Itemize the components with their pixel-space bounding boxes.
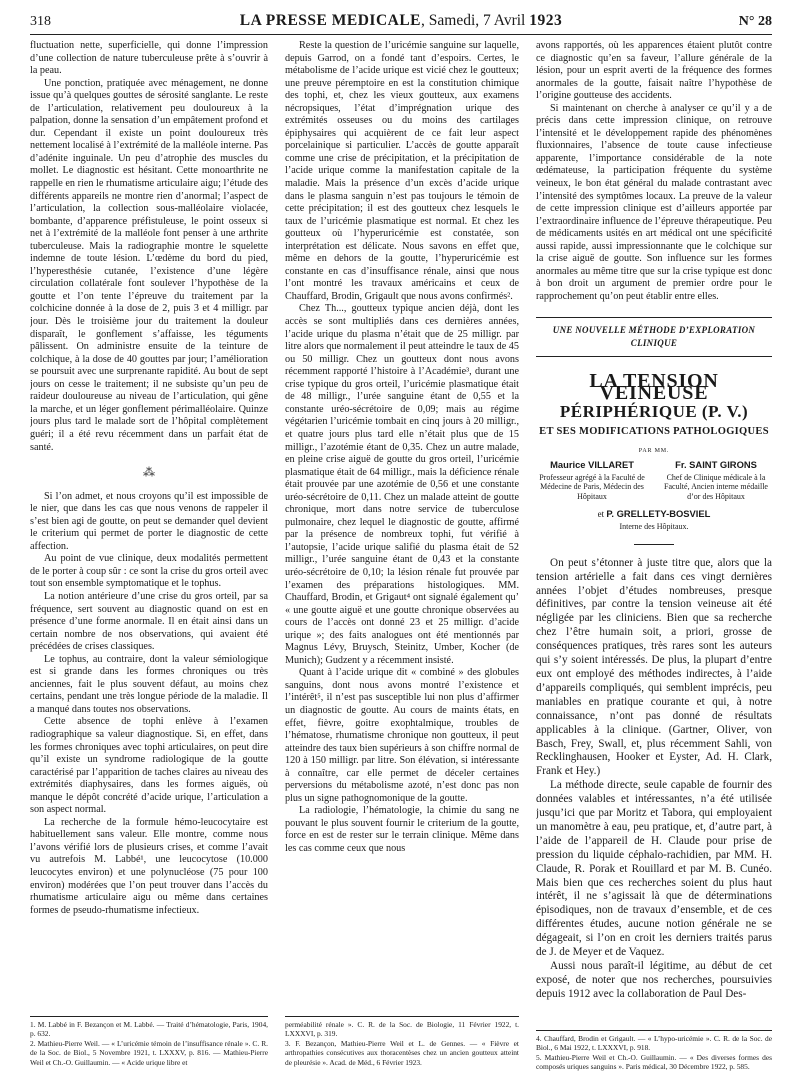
article-title: LA TENSION VEINEUSE (589, 369, 719, 405)
paragraph: Si l’on admet, et nous croyons qu’il est impossible de le nier, que dans les cas que nous venons de rappeler il s’est bien agi de goutte, on peut se demander quel devient le criterium qui permet de porter le diagnostic de cette affection. (30, 490, 268, 552)
paragraph: La notion antérieure d’une crise du gros orteil, par sa fréquence, sert souvent au diagnostic quand on est en présence d’une forme anormale. Il en était ainsi dans un certain nombre de nos observations, qui avaient été précédées de crises classiques. (30, 590, 268, 653)
paragraph: Chez Th..., goutteux typique ancien déjà, dont les accès se sont multipliés dans ces dernières années, l’acide urique du plasma n’était que de 25 milligr. par litre alors que normalement il peut atteindre le taux de 45 ou 50 milligr. Chez un goutteux dont nous avons récemment rapporté l’histoire à l’Académie³, durant une crise typique du gros orteil, l’uricémie plasmatique était de 48 milligr., l’urée sanguine étant de 0,55 et la constante uréo-sécrétoire de 0,09; mais au régime végétarien l’uricémie tombait en cinq jours à 20 milligr., et quatre jours plus tard elle n’était plus que de 15 milligr., l’azotémie étant de 0,35. Chez un autre malade, en pleine crise aiguë de goutte du gros orteil, l’uricémie plasmatique était de 64 milligr., mais la déficience rénale était prouvée par une azotémie de 0,56 et une constante uréo-sécrétoire de 0,11. Chez un malade atteint de goutte chronique, mort dans notre service de tuberculose pulmonaire, chez lequel le diagnostic de goutte, affirmé par la présence de nombreux tophi, fut vérifié à l’autopsie, l’acide urique salifié du plasma était de 52 milligr., l’urée sanguine étant de 0,43 et la constante uréo-sécrétoire de 0,10; la lésion rénale fut prouvée par l’examen des préparations histologiques. MM. Chauffard, Brodin, et Grigaut⁴ ont signalé également qu’ « une goutte aiguë et une goutte chronique observées au cours de l’accès ont donné 23 et 25 milligr. d’acide urique »; des faits analogues ont été mentionnés par Magnus Lévy, Bruysch, Steinitz, Umber, Kocher (de Munich); Gudzent y a récemment insisté. (285, 303, 519, 666)
column-right (536, 40, 772, 1054)
paragraph: Au point de vue clinique, deux modalités permettent de le porter à coup sûr : ce sont la crise du gros orteil avec tout son ensemble symptomatique et le tophus. (30, 553, 268, 590)
author-name: Fr. SAINT GIRONS (675, 459, 757, 471)
paragraph: avons rapportés, où les apparences étaient plutôt contre ce diagnostic qu’en sa faveur, l’allure générale de la lésion, pour un esprit averti de la fréquence des formes anormales de la goutte, faisait naître l’hypothèse de l’origine goutteuse des accidents. (536, 40, 772, 102)
page-header (30, 12, 772, 35)
article-body (536, 557, 772, 1002)
journal-masthead (30, 12, 772, 30)
paragraph: La méthode directe, seule capable de fournir des données valables et intéressantes, n’a été utilisée jusqu’ici que par Moritz et Tabora, qui employaient un manomètre à eau, peu pratique, et, d’autre part, à l’aide de l’appareil de H. Claude pour prise de pression du liquide céphalo-rachidien, par MM. H. Claude, R. Porak et Rouillard et par M. B. Cunéo. Mais bien que ces recherches soient du plus haut intérêt, il ne s’agissait là que de déterminations épisodiques, non de travaux d’ensemble, et de ces différentes études, aucune notion générale ne se dégageait, si l’on en croit les derniers traités parus de J. de Meyer et de Vaquez. (536, 779, 772, 959)
author-villaret (536, 459, 648, 501)
paragraph: La recherche de la formule hémo-leucocytaire est habituellement sans valeur. Elle montre, comme nous l’avons vérifié lors de plusieurs crises, et comme l’avait vu autrefois M. Labbé¹, une leucocytose (10.000 leucocytes environ) et une polynucléose (75 pour 100 environ) modérées que l’on peut trouver dans l’accès du rhumatisme articulaire aigu ou même dans certaines formes de pseudo-rhumatisme infectieux. (30, 816, 268, 916)
paragraph: Si maintenant on cherche à analyser ce qu’il y a de précis dans cette impression clinique, on retrouve l’intensité et le développement rapide des phénomènes fluxionnaires, l’absence de toute cause infectieuse apparente, l’importance considérable de la note œdémateuse, la participation fréquente du système veineux, le bon état général du malade contrastant avec l’intensité des symptômes locaux. La preuve de la valeur de cette impression clinique est d’ailleurs apportée par l’extraordinaire influence de l’épreuve thérapeutique. Peu de médicaments usités en art médical ont une spécificité aussi rapide, aussi impressionnante que le colchique sur la crise aiguë de goutte. Son influence sur les formes anormales au même titre que sur la crise typique est donc à bon droit un argument de premier ordre pour le rapprochement qu’on peut établir entre elles. (536, 102, 772, 302)
column-left (30, 40, 268, 1014)
paragraph: Le tophus, au contraire, dont la valeur sémiologique est si grande dans les formes chroniques ou très anciennes, fait le plus souvent défaut, au moins chez certains, pendant une très longue période de la maladie. Il a manqué dans toutes nos observations. (30, 653, 268, 715)
paragraph: fluctuation nette, superficielle, qui donne l’impression d’une collection de nature tuberculeuse prête à s’ouvrir à la peau. (30, 40, 268, 77)
footnote-divider (536, 1030, 772, 1031)
divider (634, 544, 674, 545)
paragraph: La radiologie, l’hématologie, la chimie du sang ne pouvant le plus souvent fournir le criterium de la goutte, force en est de rester sur le terrain clinique. Même dans les cas comme ceux que nous (285, 805, 519, 854)
journal-title: LA PRESSE MEDICALE (239, 12, 422, 29)
footnote: 1. M. Labbé in F. Bezançon et M. Labbé. — Traité d’hématologie, Paris, 1904, p. 632. (30, 1020, 268, 1039)
issue-year: 1923 (529, 12, 563, 29)
issue-number: N° 28 (738, 14, 772, 29)
issue-date: , Samedi, 7 Avril (421, 12, 530, 29)
page-number: 318 (30, 14, 51, 29)
column-middle (285, 40, 519, 1014)
paragraph: Cette absence de tophi enlève à l’examen radiographique sa valeur diagnostique. Si, en effet, dans les formes chroniques avec tophi articulaires, on peut dire qu’il existe un syndrome radiologique de la goutte caractérisé par l’apparition de taches claires au niveau des extrémités diaphysaires, dans les formes aiguës, où manque le dépôt concrété d’acide urique, l’articulation a son aspect normal. (30, 716, 268, 816)
section-separator: ⁂ (143, 465, 155, 480)
author-conjunction: et (597, 508, 607, 519)
author-name: Maurice VILLARET (550, 459, 634, 471)
author-saint-girons (660, 459, 772, 501)
author-name: P. GRELLETY-BOSVIEL (606, 507, 711, 519)
footnote-divider (30, 1016, 268, 1017)
footnotes-right (536, 1034, 772, 1072)
article-subtitle: ET SES MODIFICATIONS PATHOLOGIQUES (539, 426, 769, 438)
footnote-divider (285, 1016, 519, 1017)
paragraph: Une ponction, pratiquée avec ménagement, ne donne issue qu’à quelques gouttes de sérosité sanglante. Le reste de l’articulation, relativement peu douloureux à la palpation, donne la sensation d’un empâtement profond et dur. Cependant il existe un point douloureux très nettement localisé à l’extrémité de la malléole interne. Pas d’adénite inguinale. Un peu d’atrophie des muscles du mollet. Le diagnostic est hésitant. Cette monoarthrite ne rappelle en rien le rhumatisme articulaire aigu; l’étude des différents appareils ne montre rien d’anormal; l’aspect de l’articulation, la collection sous-malléolaire violacée, bombante, d’apparence préfistuleuse, le point osseux si net à l’extrémité de la malléole font penser à une arthrite tuberculeuse. Mais la radiographie montre le squelette indemne de toute lésion. L’œdème du bord du pied, l’hyperesthésie cutanée, l’existence d’une légère circulation collatérale font soulever l’hypothèse de la goutte et l’on tente l’épreuve du traitement par la colchicine donnée à la dose de 2, puis 3 et 4 milligr. par jour. Dès le troisième jour du traitement la douleur disparaît, le gonflement s’affaisse, les téguments pâlissent. On administre ensuite de la teinture de colchique, à la dose de 40 gouttes par jour; l’amélioration se poursuit avec une surprenante rapidité. Au bout de sept jours on cesse le traitement; il ne subsiste qu’un peu de raideur douloureuse au niveau de l’articulation, qui gêne la marche, et un léger gonflement périmalléolaire. Quinze jours plus tard le malade sort de l’hôpital complètement guéri; il a été revu récemment dans un parfait état de santé. (30, 77, 268, 453)
article-title-line2: PÉRIPHÉRIQUE (P. V.) (559, 401, 749, 421)
paragraph: On peut s’étonner à juste titre que, alors que la tension artérielle a fait dans ces vingt dernières années l’objet d’études nombreuses, presque définitives, par contre la tension veineuse ait été négligée par les cliniciens. Bien que sa recherche chez l’être humain soit, a priori, grosse de conséquences pratiques, très rares sont les auteurs qui s’y soient intéressés. De plus, la plupart d’entre eux ont employé des méthodes indirectes, à l’aide d’appareils compliqués, qui semblent imprécis, peu maniables en pratique courante et qui, à notre connaissance, n’ont pas donné de résultats applicables à la clinique. (Gartner, Oliver, von Basch, Frey, Swall, et, plus récemment Sahli, von Recklinghausen, Hooker et Eyster, Ad. H. Clark, Frank et Hey.) (536, 556, 772, 778)
author-grellety-bosviel (536, 508, 772, 534)
footnotes-middle (285, 1020, 519, 1067)
author-block (536, 459, 772, 501)
article-rubric: UNE NOUVELLE MÉTHODE D’EXPLORATION CLINIQUE (536, 317, 772, 356)
paragraph: Aussi nous paraît-il légitime, au début de cet exposé, de noter que nos recherches, poursuivies depuis 1912 avec la collaboration de Paul Des- (536, 960, 772, 1000)
paragraph: Quant à l’acide urique dit « combiné » des globules sanguins, dont nous avons montré l’existence et l’intérêt⁵, il n’est pas susceptible lui non plus d’affirmer un diagnostic de goutte. Au cours de maints états, en effet, fièvre, goitre exophtalmique, troubles de l’hématose, rhumatisme chronique non goutteux, il peut atteindre des taux bien supérieurs à son chiffre normal de 120 à 150 milligr. par litre. Son élévation, si intéressante à connaître, car elle permet de déceler certaines perversions du métabolisme azoté, n’est donc pas non plus un signe pathognomonique de la goutte. (285, 667, 519, 804)
footnote: 4. Chauffard, Brodin et Grigault. — « L’hypo-uricémie ». C. R. de la Soc. de Biol., 6 Mai 1922, t. LXXXVI, p. 918. (536, 1034, 772, 1053)
byline-label: PAR MM. (638, 447, 670, 454)
paragraph: Reste la question de l’uricémie sanguine sur laquelle, depuis Garrod, on a fondé tant d’espoirs. Certes, le métabolisme de l’acide urique est vicié chez le goutteux; une preuve péremptoire en est la constitution chimique des tophi, et, chez les vieux goutteux, aux examens nécropsiques, l’état d’imprégnation urique des extrémités osseuses ou du moins des cartilages épiphysaires qui acquièrent de ce fait leur aspect porcelainique si particulier. L’accès de goutte apparaît comme une crise de précipitation, et la précipitation de l’acide urique comme la manifestation capitale de la maladie. Mais la présence d’un excès d’acide urique dans le plasma sanguin n’est pas toujours le témoin de cette précipitation; il est des goutteux chez lesquels le taux de l’uricémie plasmatique est normal. Et chez les goutteux où l’hyperuricémie est constatée, son interprétation est délicate. Nous savons en effet que, même en dehors de la goutte, l’hyperuricémie est constante en cas d’insuffisance rénale, ainsi que nous l’ont montré les travaux américains et ceux de Chauffard, Brodin, Grigault que nous avons confirmés². (285, 40, 519, 302)
footnote: 3. F. Bezançon, Mathieu-Pierre Weil et L. de Gennes. — « Fièvre et arthropathies consécutives aux thoracentèses chez un ancien goutteux atteint de pleurésie ». Acad. de Méd., 6 Février 1923. (285, 1038, 519, 1067)
footnotes-left (30, 1020, 268, 1067)
author-affiliation: Professeur agrégé à la Faculté de Médecine de Paris, Médecin des Hôpitaux (539, 472, 645, 502)
footnote: perméabilité rénale ». C. R. de la Soc. de Biologie, 11 Février 1922, t. LXXXVI, p. 319. (285, 1020, 519, 1039)
footnote: 5. Mathieu-Pierre Weil et Ch.-O. Guillaumin. — « Des diverses formes des composés uriques sanguins ». Paris médical, 30 Décembre 1922, p. 585. (536, 1052, 772, 1072)
footnote: 2. Mathieu-Pierre Weil. — « L’uricémie témoin de l’insuffisance rénale ». C. R. de la Soc. de Biol., 5 Novembre 1921, t. LXXXV, p. 816. — Mathieu-Pierre Weil et Ch.-O. Guillaumin. — « Acide urique libre et (30, 1038, 268, 1067)
author-affiliation: Chef de Clinique médicale à la Faculté, Ancien interne médaille d’or des Hôpitaux (664, 472, 768, 502)
author-affiliation: Interne des Hôpitaux. (619, 522, 689, 532)
